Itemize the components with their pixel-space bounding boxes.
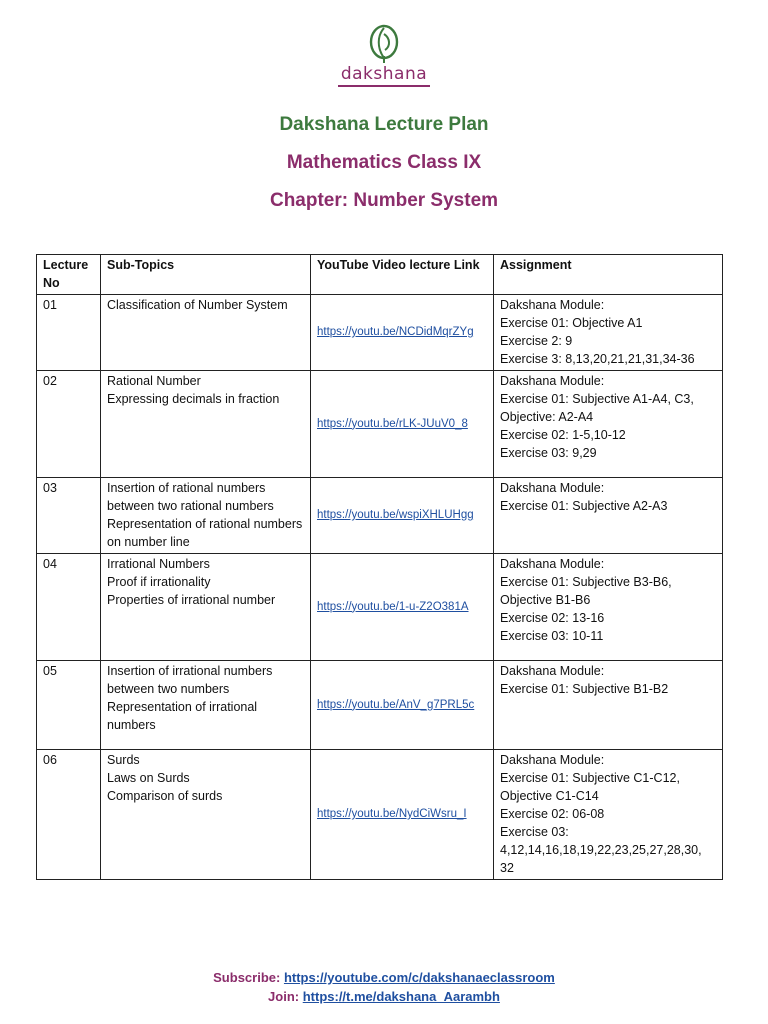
link-cell — [311, 478, 494, 554]
sub-topics — [101, 371, 311, 478]
logo — [0, 22, 768, 87]
youtube-link[interactable]: https://youtu.be/NCDidMqrZYg — [317, 326, 474, 338]
assignment-line: Exercise 01: Objective A1 — [500, 316, 643, 330]
subscribe-label: Subscribe: — [213, 970, 284, 985]
assignment-line: Dakshana Module: — [500, 298, 605, 312]
topic-item: Classification of Number System — [107, 298, 288, 312]
youtube-link[interactable]: https://youtu.be/AnV_g7PRL5c — [317, 698, 475, 711]
topic-item: Insertion of rational numbers between two rational numbers — [107, 481, 274, 513]
assignment-line: Exercise 01: Subjective C1-C12, Objective C1-C14 — [500, 771, 680, 803]
footer-join — [0, 989, 768, 1004]
topic-item: Properties of irrational number — [107, 593, 276, 607]
assignment-line: Exercise 02: 06-08 — [500, 807, 605, 821]
topic-item: Surds — [107, 753, 140, 767]
topic-item: Expressing decimals in fraction — [107, 392, 280, 406]
lecture-no: 06 — [37, 750, 101, 880]
subscribe-link[interactable]: https://youtube.com/c/dakshanaeclassroom — [283, 970, 555, 985]
assignment-line: Exercise 01: Subjective B3-B6, Objective B1-B6 — [500, 575, 672, 607]
sub-topics — [101, 554, 311, 661]
topic-item: Representation of irrational numbers — [107, 700, 258, 732]
assignment — [494, 750, 723, 880]
logo-underline — [338, 85, 430, 87]
youtube-link[interactable]: https://youtu.be/wspiXHLUHgg — [317, 509, 474, 521]
footer-subscribe — [0, 970, 768, 985]
logo-text: dakshana — [340, 64, 428, 84]
assignment — [494, 478, 723, 554]
table-row — [37, 371, 723, 478]
link-cell — [311, 661, 494, 750]
page-title: Dakshana Lecture Plan — [279, 114, 489, 135]
table-row — [37, 554, 723, 661]
assignment-line: Exercise 01: Subjective B1-B2 — [500, 682, 669, 696]
link-cell — [311, 750, 494, 880]
topic-item: Comparison of surds — [107, 789, 223, 803]
link-cell — [311, 554, 494, 661]
assignment-line: Exercise 03: 9,29 — [500, 446, 597, 460]
chapter-title: Chapter: Number System — [269, 190, 499, 211]
header-sub-topics: Sub-Topics — [101, 255, 311, 295]
lecture-no: 01 — [37, 295, 101, 371]
table-row — [37, 661, 723, 750]
assignment-line: Exercise 03: 10-11 — [500, 629, 604, 643]
join-link[interactable]: https://t.me/dakshana_Aarambh — [302, 989, 500, 1004]
assignment-line: Exercise 2: 9 — [500, 334, 573, 348]
assignment — [494, 295, 723, 371]
topic-item: Rational Number — [107, 374, 201, 388]
assignment-line: Exercise 01: Subjective A1-A4, C3, Objective: A2-A4 — [500, 392, 694, 424]
assignment-line: Exercise 01: Subjective A2-A3 — [500, 499, 668, 513]
assignment — [494, 371, 723, 478]
assignment-line: Dakshana Module: — [500, 481, 605, 495]
lecture-no: 03 — [37, 478, 101, 554]
sub-topics — [101, 750, 311, 880]
assignment-line: Dakshana Module: — [500, 374, 605, 388]
subject-title: Mathematics Class IX — [286, 152, 482, 173]
topic-item: Irrational Numbers — [107, 557, 210, 571]
assignment — [494, 554, 723, 661]
sub-topics — [101, 478, 311, 554]
table-row — [37, 750, 723, 880]
assignment-line: Dakshana Module: — [500, 753, 605, 767]
header-assignment: Assignment — [494, 255, 723, 295]
table-row — [37, 478, 723, 554]
assignment-line: Dakshana Module: — [500, 557, 605, 571]
sub-topics — [101, 661, 311, 750]
link-cell — [311, 295, 494, 371]
assignment-line: Exercise 3: 8,13,20,21,21,31,34-36 — [500, 352, 695, 366]
youtube-link[interactable]: https://youtu.be/rLK-JUuV0_8 — [317, 417, 468, 430]
header-video-link: YouTube Video lecture Link — [311, 255, 494, 295]
topic-item: Insertion of irrational numbers between two numbers — [107, 664, 273, 696]
assignment-line: Exercise 02: 13-16 — [500, 611, 605, 625]
assignment — [494, 661, 723, 750]
assignment-line: Dakshana Module: — [500, 664, 605, 678]
lecture-no: 04 — [37, 554, 101, 661]
join-label: Join: — [268, 989, 303, 1004]
topic-item: Laws on Surds — [107, 771, 190, 785]
assignment-line: Exercise 03: 4,12,14,16,18,19,22,23,25,27,28,30, 32 — [500, 825, 702, 875]
sub-topics — [101, 295, 311, 371]
lecture-no: 02 — [37, 371, 101, 478]
lecture-no: 05 — [37, 661, 101, 750]
lecture-plan-table — [36, 254, 723, 880]
leaf-logo-icon — [364, 22, 404, 64]
youtube-link[interactable]: https://youtu.be/NydCiWsru_I — [317, 808, 467, 820]
youtube-link[interactable]: https://youtu.be/1-u-Z2O381A — [317, 600, 469, 613]
topic-item: Representation of rational numbers on number line — [107, 517, 303, 549]
link-cell — [311, 371, 494, 478]
topic-item: Proof if irrationality — [107, 575, 211, 589]
assignment-line: Exercise 02: 1-5,10-12 — [500, 428, 626, 442]
header-lecture-no: Lecture No — [37, 255, 101, 295]
table-row — [37, 295, 723, 371]
table-header-row — [37, 255, 723, 295]
